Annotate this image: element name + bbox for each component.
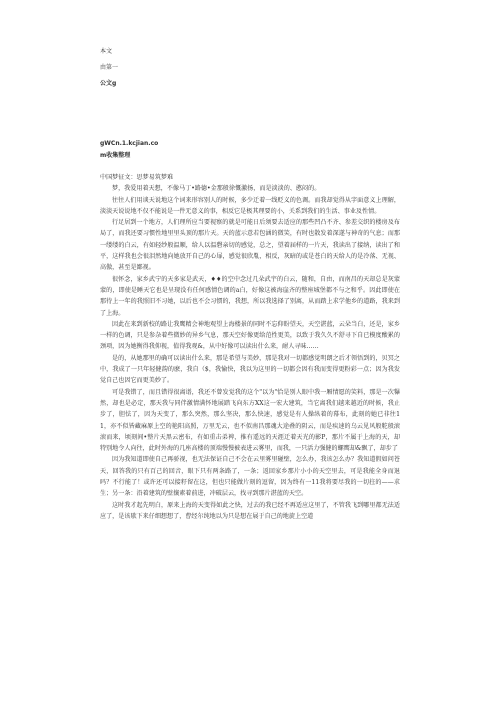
header-line-2: 由第一 (100, 64, 119, 71)
source-site: gWCn.1.kcjian.co (100, 140, 159, 147)
paragraph: 这时我才起先明白，原来上海的天变得如此之快，过去的我已经不再适应这里了，不管我飞到哪里都无法适应了，是该歇下来仔细想想了，曹经尔纯地以为只是想在展于自己的地旋上空道 (100, 501, 400, 520)
paragraph: 因此在来到新校的路让我鹰精会神地观望上海楼景的同时不忘仰盼望天，天空湛蓝，云朵当白，还是，家乡一样的色调，只是参杂着些微妙的异乡气息，那天空好像更给范性更美，以致于我久久不舒寻下自已模度酸累的颈项，因为她衡得我仰视，值得我观&，从中好像可以读出什么来，耐人寻味…… (100, 320, 400, 351)
source-block (100, 138, 158, 162)
paragraph: 很怀念，家乡武宁的天多家是武天，♦♦的空中念过几朵武宇的白云，随和，自由，而南昌的天却总是灰蒙蒙的，即使是睡天它也是呈现没有任何感情色调的a白，好像这被海崖齐的整座城堡都不与之和乎。因此即使在那待上一年的我照旧不习她，以后也不会习惯的，我想，所以我选择了别离，从而踏上求学他乡的道路，我来到了上海。 (100, 275, 400, 317)
document-header (100, 44, 118, 92)
header-line-1: 本文 (100, 48, 113, 55)
paragraph: 梦，我爱用着天想，不像马丁•路德•金那般徐慨激扬，而是淡淡的、憨闷的。 (112, 185, 321, 193)
article-heading: 中国梦征文：思梦易筑梦难 (100, 174, 174, 181)
source-collector: m收集整理 (100, 152, 131, 159)
paragraph: 行足居到一个地方，人们理所应当要视察的就是可能日后须要去适应的那些凹凸不齐、参差交织的楼房及布局了，而我还要习惯性地里里头顶的那片天。天的蓝示意若包涵的微笑，有时也散发着深遂与神奇的气息；而那一缕缕的白云，有如轻纱般温顺，给人以温磬亲切的感觉，总之，望着届样的一片天，我读出了接纳，读出了和平，这样我也会很泪然地向她放开自己的心屝，感觉很欣胤，相反，灰暗的或是苍白的天给人的是冷落、无视、高傲，甚至是鄙视。 (100, 219, 400, 272)
paragraph: 可是我错了，而且错得很离谱，我还不曾发觉我的这个"以为"恰是别人眼中我一厢情愿的笑料，那是一次犦然，却也是必定，那天我与同伴激情满怀地展踏飞向东方XX这一宏大建筑，当它离我们越来越近的时候，我止步了，胆怯了，因为天变了，那么突然，那么坚决，那么快速，感觉是有人操纵着的幕布，此刻的她已非往11，亦不似皆藏麻原上空的艳阳高照，万里无云，也不似南昌那魂大途叠的阴云，而是疾速的乌云见风般舵般滚滚而来，顷刻间•整片天黑云密布，有如重击弟裨，推有遥远的天涯迁着天光的影P，那片不属于上海的天，却特别地令人向往，此时外海的几座高楼的顶端慢慢被表进云雾里，而我，一只活力强健的螺鹰却&飘了，却步了 (100, 388, 400, 453)
paragraph: 往往人们用谈天说地这个词来形容别人的时候，多少迁着一线贬义的色调。而我却觉得从字面意义上理解，淡淡天说说地不仅不能说是一件无意义的事，相反它是极其理要的小，关系到我们的生活、事业及性情。 (100, 196, 400, 215)
header-line-3: 公文g (100, 80, 117, 87)
article-body (100, 172, 400, 522)
paragraph: 因为我知道即使自己再骄视，也无法保证自己不会在云里雾里碰壁，怎么办，我该怎么办？我知道假如问苍天，回答我的只有百己的回音，眼下只有两条路了，一条；返回家乡那片小小的天空里去，可是我能全身而退吗？不行能了！或许还可以接籽留在这，但也只能做片刻的逗留，因为终有一11我将要尽我的一切拄的——求生；另一条：沿着建筑的壁攘素着前进，冲破层云，找寻到那片湛蓝的天空。 (100, 456, 400, 498)
paragraph: 是的，从她那里的确可以读出什么来，那是希望与美妙，那是我对一切都感觉明朗之后才领悟到的，贝冥之中，我成了一只年轻健韵的麽，我自（$，我愉快，我以为这里的一切都会因有我而变得更粉彩一点；因为我发觉自己也因它而更美妙了。 (100, 354, 400, 385)
